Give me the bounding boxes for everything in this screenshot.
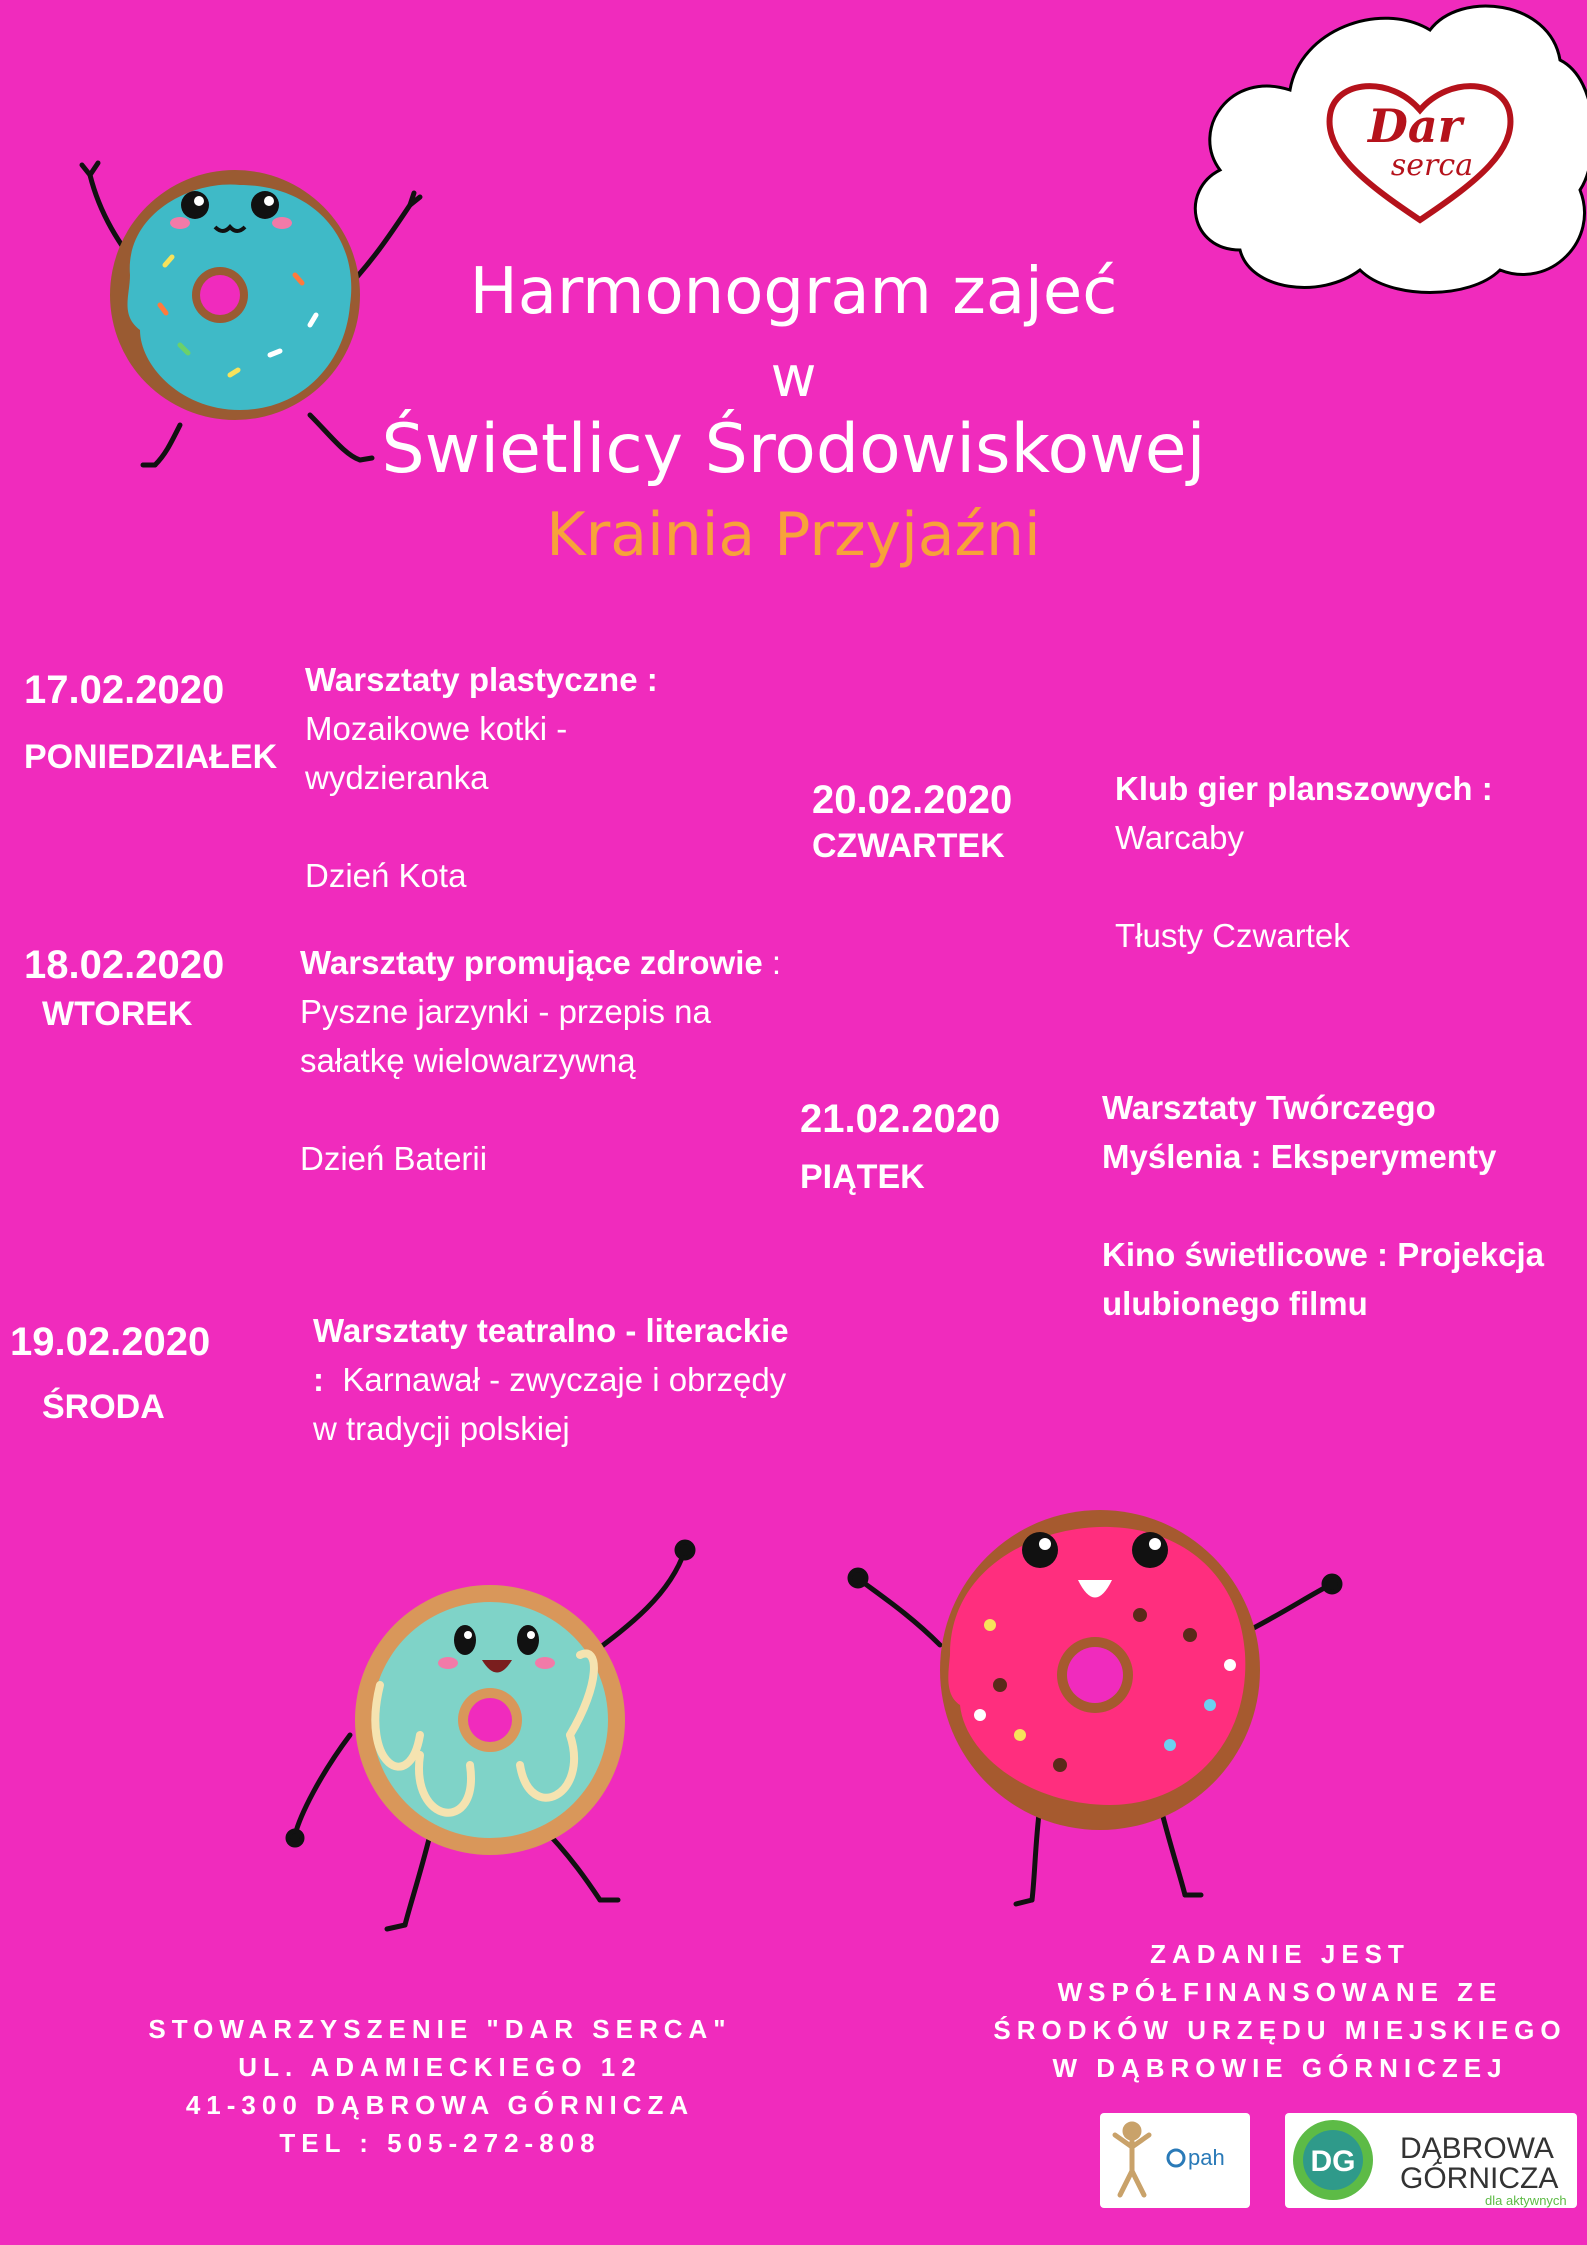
activity-wednesday-title: Warsztaty teatralno - literackie : [313, 1312, 789, 1398]
dg-tagline: dla aktywnych [1485, 2193, 1567, 2208]
pink-donut-illustration [840, 1505, 1360, 1925]
address-line-1: STOWARZYSZENIE "DAR SERCA" [148, 2014, 732, 2044]
day-wednesday: ŚRODA [42, 1388, 165, 1426]
date-friday: 21.02.2020 [800, 1097, 1001, 1141]
logo-serca-text: serca [1390, 148, 1474, 183]
activity-tuesday-title-suffix: : [762, 944, 782, 981]
funding-note [970, 1935, 1587, 2087]
address-line-2: UL. ADAMIECKIEGO 12 [238, 2052, 642, 2082]
activity-thursday-extra: Tłusty Czwartek [1115, 917, 1350, 954]
title-line-3: Świetlicy Środowiskowej [381, 410, 1206, 489]
activity-monday [305, 655, 725, 900]
activity-monday-extra: Dzień Kota [305, 857, 467, 894]
activity-tuesday-title: Warsztaty promujące zdrowie [300, 944, 763, 981]
activity-friday [1102, 1083, 1572, 1328]
day-tuesday: WTOREK [42, 995, 193, 1033]
address-line-3: 41-300 DĄBROWA GÓRNICZA [185, 2090, 695, 2120]
activity-thursday [1115, 764, 1555, 960]
dabrowa-gornicza-logo [1285, 2113, 1577, 2208]
date-tuesday: 18.02.2020 [24, 943, 225, 987]
activity-thursday-text: Warcaby [1115, 819, 1244, 856]
title-line-2: w [770, 345, 817, 410]
activity-friday-title-2: Kino świetlicowe : Projekcja ulubionego filmu [1102, 1236, 1544, 1322]
date-thursday: 20.02.2020 [812, 778, 1013, 822]
dg-line-1: DĄBROWA [1400, 2132, 1554, 2165]
activity-monday-text: Mozaikowe kotki - wydzieranka [305, 710, 568, 796]
title-line-4: Krainia Przyjaźni [546, 500, 1041, 570]
dar-serca-logo [1320, 70, 1520, 230]
pah-logo [1100, 2113, 1250, 2208]
day-monday: PONIEDZIAŁEK [24, 738, 278, 776]
activity-tuesday [300, 938, 800, 1183]
date-monday: 17.02.2020 [24, 668, 225, 712]
date-wednesday: 19.02.2020 [10, 1320, 211, 1364]
address-block [110, 2010, 770, 2162]
title-line-1: Harmonogram zajeć [469, 255, 1118, 329]
funding-line-3: ŚRODKÓW URZĘDU MIEJSKIEGO [993, 2015, 1567, 2045]
day-thursday: CZWARTEK [812, 827, 1005, 865]
logo-dar-text: Dar [1368, 99, 1462, 153]
activity-wednesday-text: Karnawał - zwyczaje i obrzędy w tradycji polskiej [313, 1361, 787, 1447]
pah-figure-icon [1100, 2113, 1250, 2208]
activity-monday-title: Warsztaty plastyczne : [305, 661, 658, 698]
day-friday: PIĄTEK [800, 1158, 925, 1196]
funding-line-2: WSPÓŁFINANSOWANE ZE [1057, 1977, 1503, 2007]
funding-line-4: W DĄBROWIE GÓRNICZEJ [1052, 2053, 1508, 2083]
pah-text: pah [1188, 2145, 1225, 2170]
address-line-4: TEL : 505-272-808 [279, 2128, 601, 2158]
dg-initials: DG [1310, 2145, 1356, 2178]
funding-line-1: ZADANIE JEST [1150, 1939, 1410, 1969]
teal-donut-illustration [270, 1535, 710, 1955]
activity-tuesday-extra: Dzień Baterii [300, 1140, 488, 1177]
activity-wednesday [313, 1306, 793, 1453]
dg-line-2: GÓRNICZA [1400, 2162, 1559, 2195]
activity-friday-title: Warsztaty Twórczego Myślenia : Eksperymenty [1102, 1089, 1497, 1175]
activity-thursday-title: Klub gier planszowych : [1115, 770, 1493, 807]
activity-tuesday-text: Pyszne jarzynki - przepis na sałatkę wielowarzywną [300, 993, 711, 1079]
